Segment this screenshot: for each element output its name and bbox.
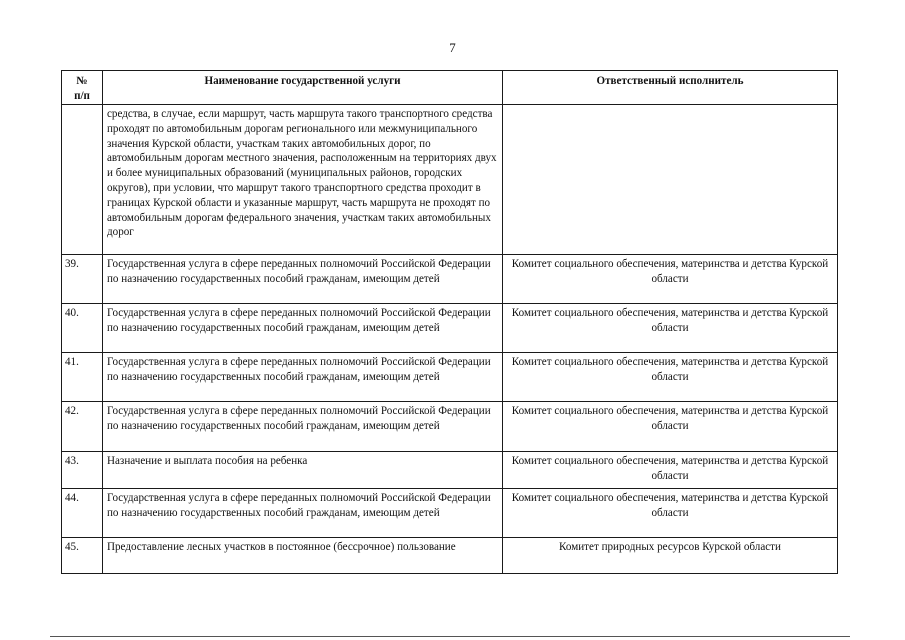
table-row (62, 402, 838, 452)
services-table (61, 70, 838, 574)
responsible-executor: Комитет социального обеспечения, материнства и детства Курской области (503, 402, 838, 452)
header-service: Наименование государственной услуги (103, 71, 503, 105)
responsible-executor (503, 105, 838, 255)
row-number: 45. (62, 538, 103, 574)
header-number (62, 71, 103, 105)
service-name: Назначение и выплата пособия на ребенка (103, 452, 503, 489)
service-name: средства, в случае, если маршрут, часть маршрута такого транспортного средства проходят по автомобильным дорогам регионального или межмуниципального значения Курской области, участкам таких автомобильных дорог, по автомобильным дорогам местного значения, расположенным на территориях двух и более муниципальных образований (муниципальных районов, городских округов), при условии, что маршрут такого транспортного средства проходит в границах Курской области и указанные маршрут, часть маршрута не проходят по автомобильным дорогам федерального значения, участкам таких автомобильных дорог (103, 105, 503, 255)
header-executor: Ответственный исполнитель (503, 71, 838, 105)
responsible-executor: Комитет социального обеспечения, материнства и детства Курской области (503, 304, 838, 353)
row-number: 42. (62, 402, 103, 452)
row-number: 41. (62, 353, 103, 402)
responsible-executor: Комитет социального обеспечения, материнства и детства Курской области (503, 452, 838, 489)
service-name: Предоставление лесных участков в постоянное (бессрочное) пользование (103, 538, 503, 574)
table-row (62, 452, 838, 489)
row-number (62, 105, 103, 255)
header-number-label: № п/п (74, 75, 90, 102)
row-number: 40. (62, 304, 103, 353)
row-number: 39. (62, 255, 103, 304)
service-name: Государственная услуга в сфере переданных полномочий Российской Федерации по назначению государственных пособий гражданам, имеющим детей (103, 353, 503, 402)
page-number: 7 (449, 40, 456, 55)
table-row (62, 304, 838, 353)
table-row (62, 105, 838, 255)
service-name: Государственная услуга в сфере переданных полномочий Российской Федерации по назначению государственных пособий гражданам, имеющим детей (103, 304, 503, 353)
page-bottom-rule (50, 636, 850, 637)
responsible-executor: Комитет социального обеспечения, материнства и детства Курской области (503, 489, 838, 538)
table-header-row (62, 71, 838, 105)
service-name: Государственная услуга в сфере переданных полномочий Российской Федерации по назначению государственных пособий гражданам, имеющим детей (103, 402, 503, 452)
table-row (62, 353, 838, 402)
service-name: Государственная услуга в сфере переданных полномочий Российской Федерации по назначению государственных пособий гражданам, имеющим детей (103, 255, 503, 304)
row-number: 43. (62, 452, 103, 489)
table-row (62, 255, 838, 304)
responsible-executor: Комитет социального обеспечения, материнства и детства Курской области (503, 353, 838, 402)
responsible-executor: Комитет социального обеспечения, материнства и детства Курской области (503, 255, 838, 304)
responsible-executor: Комитет природных ресурсов Курской области (503, 538, 838, 574)
table-row (62, 538, 838, 574)
table-row (62, 489, 838, 538)
row-number: 44. (62, 489, 103, 538)
service-name: Государственная услуга в сфере переданных полномочий Российской Федерации по назначению государственных пособий гражданам, имеющим детей (103, 489, 503, 538)
